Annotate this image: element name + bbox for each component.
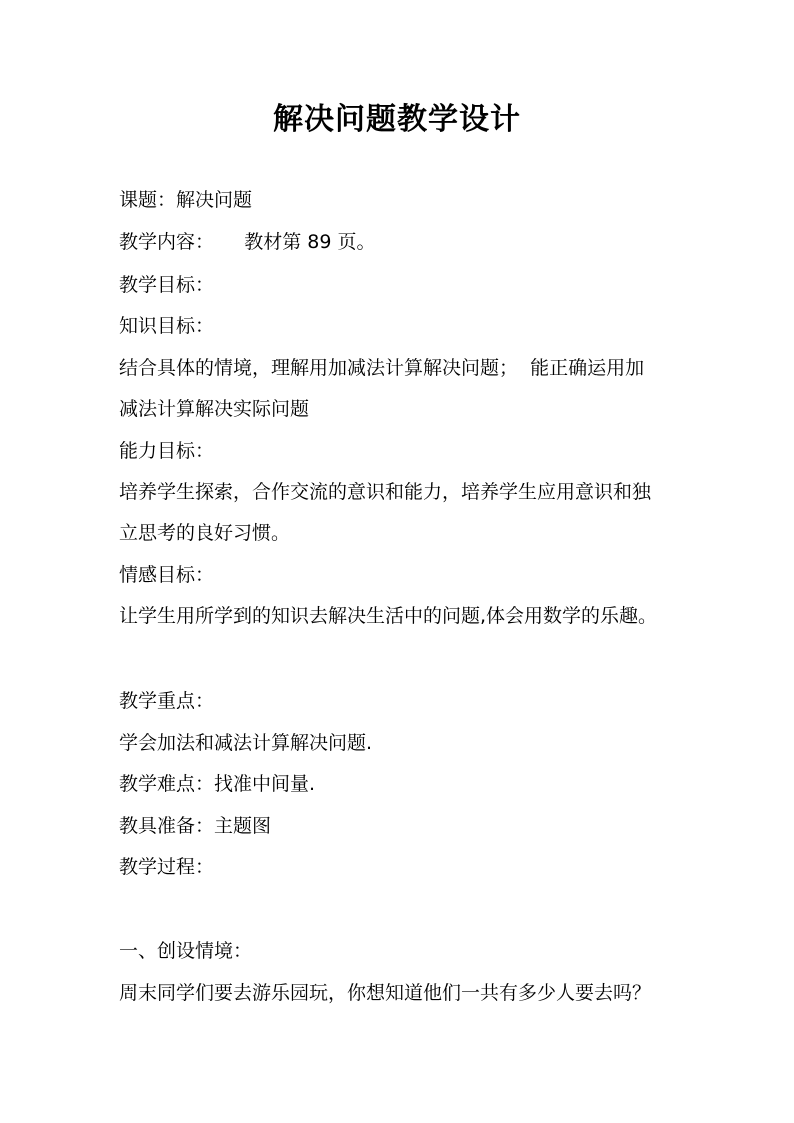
- emotion-objective-text: 让学生用所学到的知识去解决生活中的问题,体会用数学的乐趣。: [119, 605, 658, 627]
- knowledge-objective-text-2: 减法计算解决实际问题: [119, 398, 310, 420]
- ability-objective-text-2: 立思考的良好习惯。: [119, 522, 291, 544]
- emotion-objective-heading: 情感目标：: [119, 564, 215, 586]
- document-title: 解决问题教学设计: [273, 102, 521, 137]
- section-one-heading: 一、创设情境：: [119, 940, 253, 962]
- difficulty-line: 教学难点：找准中间量.: [119, 773, 316, 795]
- key-point-text: 学会加法和减法计算解决问题.: [119, 732, 373, 754]
- ability-objective-text-1: 培养学生探索，合作交流的意识和能力，培养学生应用意识和独: [119, 481, 652, 503]
- key-point-heading: 教学重点：: [119, 690, 215, 712]
- section-one-text: 周末同学们要去游乐园玩，你想知道他们一共有多少人要去吗？: [119, 982, 652, 1004]
- teaching-aids-line: 教具准备：主题图: [119, 815, 272, 837]
- objectives-heading: 教学目标：: [119, 274, 215, 296]
- ability-objective-heading: 能力目标：: [119, 440, 215, 462]
- process-heading: 教学过程：: [119, 856, 215, 878]
- knowledge-objective-text-1: 结合具体的情境，理解用加减法计算解决问题； 能正确运用加: [119, 357, 645, 379]
- content-line: 教学内容： 教材第 89 页。: [119, 231, 376, 253]
- knowledge-objective-heading: 知识目标：: [119, 315, 215, 337]
- topic-line: 课题：解决问题: [119, 189, 253, 211]
